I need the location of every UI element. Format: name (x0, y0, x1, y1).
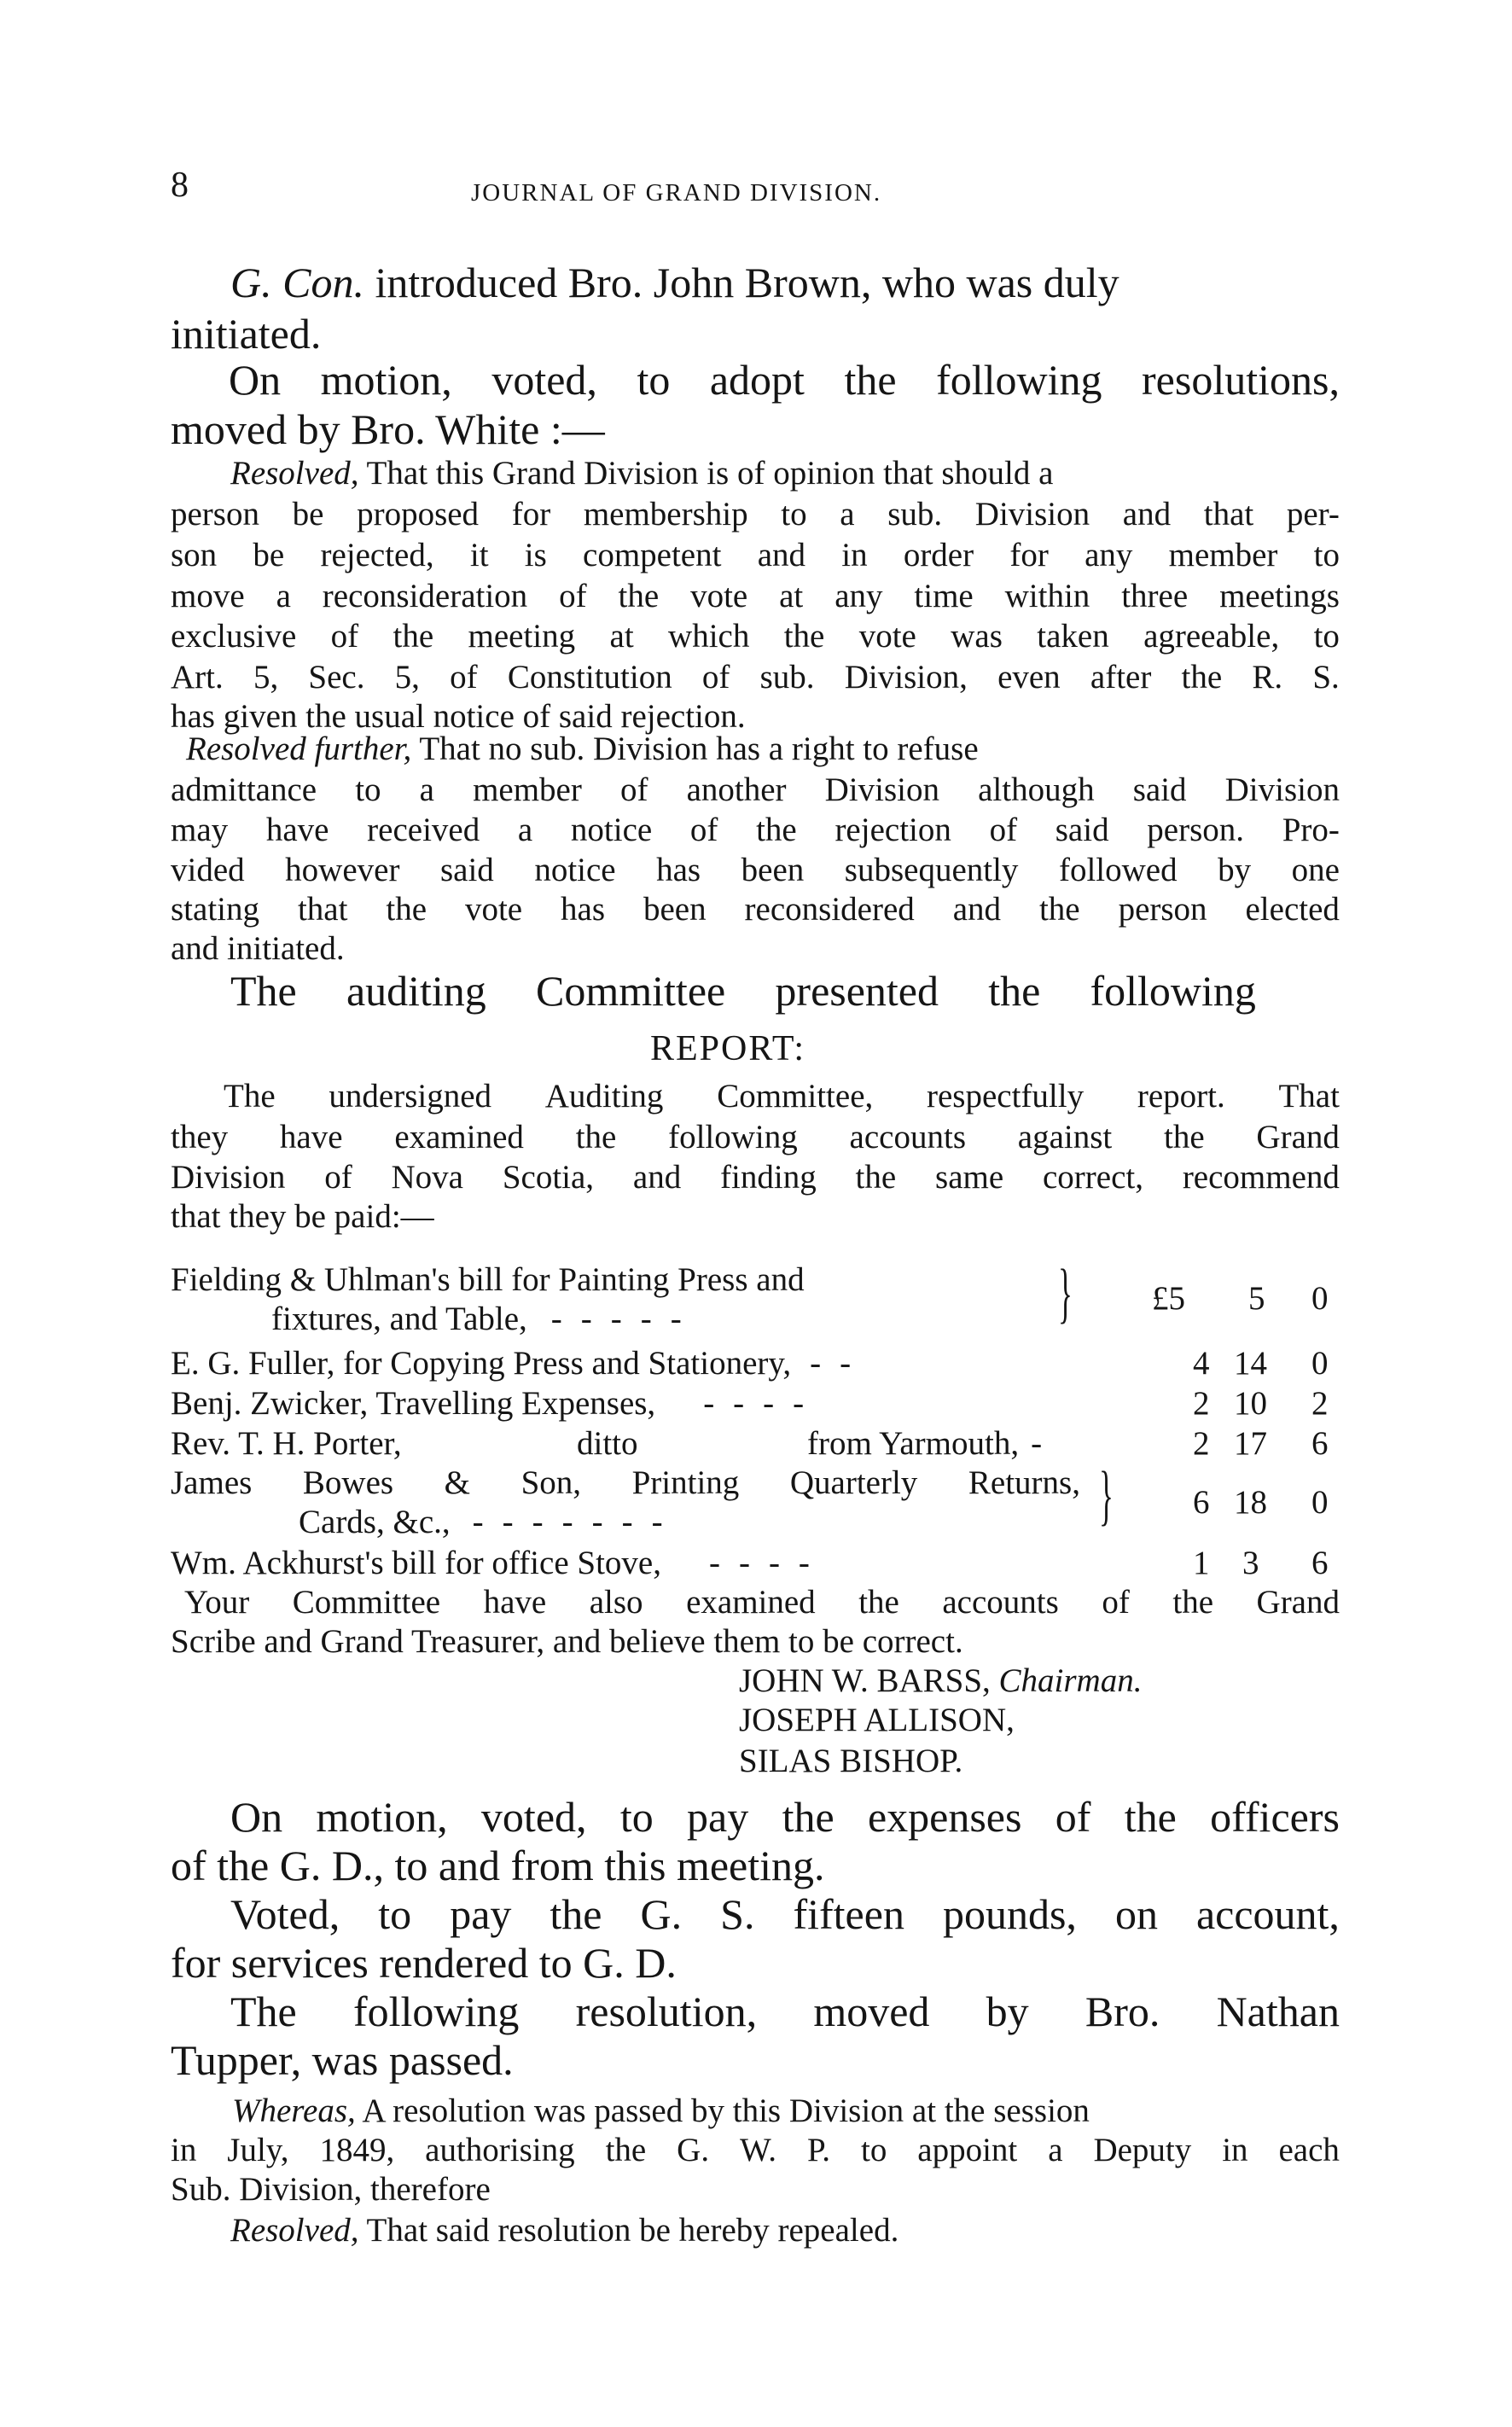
report-body-line: Division of Nova Scotia, and finding the same correct, recommend (171, 1159, 1340, 1196)
gcon-line-2: initiated. (171, 310, 322, 358)
amount-pence: 6 (1311, 1425, 1329, 1462)
gcon-line-1-text: introduced Bro. John Brown, who was duly (363, 259, 1119, 306)
resolution-2-line: vided however said notice has been subsequently followed by one (171, 852, 1340, 888)
signer-name: JOHN W. BARSS, (739, 1662, 991, 1699)
account-from: from Yarmouth, - (807, 1425, 1043, 1462)
signer-name: JOSEPH ALLISON, (739, 1702, 1015, 1738)
resolution-2-label: Resolved further, (186, 730, 412, 767)
account-description: E. G. Fuller, for Copying Press and Stationery, -- (171, 1345, 870, 1382)
resolved-label: Resolved, (230, 2212, 359, 2249)
page-number: 8 (171, 166, 189, 205)
whereas-line-1-text: A resolution was passed by this Division at the session (355, 2092, 1090, 2129)
amount-pence: 0 (1311, 1345, 1329, 1382)
amount-shillings: 3 (1242, 1545, 1259, 1581)
committee-line-2: Scribe and Grand Treasurer, and believe them to be correct. (171, 1623, 963, 1660)
account-ditto: ditto (577, 1425, 638, 1462)
amount-pence: 0 (1311, 1280, 1329, 1317)
report-heading: REPORT: (650, 1029, 806, 1068)
tupper-line-1: The following resolution, moved by Bro. Nathan (230, 1988, 1340, 2035)
signer-chairman (739, 1664, 1142, 1697)
amount-shillings: 5 (1248, 1280, 1265, 1317)
account-description: Rev. T. H. Porter, (171, 1425, 402, 1462)
committee-line-1: Your Committee have also examined the accounts of the Grand (184, 1584, 1340, 1621)
expenses-line-2: of the G. D., to and from this meeting. (171, 1842, 825, 1889)
resolution-1-line-1-text: That this Grand Division is of opinion that should a (358, 455, 1054, 492)
whereas-label: Whereas, (232, 2092, 356, 2129)
amount-shillings: 17 (1234, 1425, 1267, 1462)
resolution-1-line-1 (230, 457, 1340, 490)
resolution-2-line-1-text: That no sub. Division has a right to refuse (411, 730, 979, 767)
gcon-abbrev: G. Con. (230, 259, 364, 306)
account-description: Benj. Zwicker, Travelling Expenses, ---- (171, 1385, 823, 1422)
amount-pounds: 4 (1193, 1345, 1210, 1382)
signer-name: SILAS BISHOP. (739, 1743, 963, 1779)
amount-pounds: 6 (1193, 1484, 1210, 1521)
resolution-1-label: Resolved, (230, 455, 359, 492)
resolution-1-line: son be rejected, it is competent and in order for any member to (171, 537, 1340, 573)
signer-title: Chairman. (998, 1662, 1143, 1699)
tupper-line-2: Tupper, was passed. (171, 2036, 514, 2084)
gs-line-1: Voted, to pay the G. S. fifteen pounds, on account, (230, 1890, 1340, 1938)
account-description: James Bowes & Son, Printing Quarterly Returns, (171, 1464, 1080, 1501)
expenses-line-1: On motion, voted, to pay the expenses of the officers (230, 1793, 1340, 1841)
resolution-1-last-line: has given the usual notice of said rejection. (171, 698, 746, 735)
amount-pounds: £5 (1152, 1280, 1185, 1317)
resolved-text: That said resolution be hereby repealed. (358, 2212, 899, 2249)
account-description: Wm. Ackhurst's bill for office Stove, ---- (171, 1545, 829, 1581)
resolution-2-line: may have received a notice of the rejection of said person. Pro- (171, 812, 1340, 848)
report-body-line: they have examined the following accounts against the Grand (171, 1119, 1340, 1155)
amount-pounds: 2 (1193, 1425, 1210, 1462)
amount-pounds: 2 (1193, 1385, 1210, 1422)
resolution-1-line: exclusive of the meeting at which the vote was taken agreeable, to (171, 618, 1340, 655)
resolution-2-last-line: and initiated. (171, 930, 345, 967)
amount-shillings: 14 (1234, 1345, 1267, 1382)
resolution-2-line-1 (186, 732, 1340, 765)
resolution-2-line: admittance to a member of another Division although said Division (171, 771, 1340, 808)
resolution-1-line: move a reconsideration of the vote at any time within three meetings (171, 578, 1340, 614)
resolution-1-line: Art. 5, Sec. 5, of Constitution of sub. Division, even after the R. S. (171, 659, 1340, 696)
amount-pounds: 1 (1193, 1545, 1210, 1581)
motion-line-1: On motion, voted, to adopt the following resolutions, (229, 356, 1340, 404)
motion-line-2: moved by Bro. White :— (171, 405, 605, 453)
whereas-line-3: Sub. Division, therefore (171, 2171, 491, 2208)
account-description-continued: Cards, &c., ------- (299, 1504, 682, 1540)
gs-line-2: for services rendered to G. D. (171, 1939, 677, 1987)
resolved-line (230, 2214, 898, 2247)
whereas-line-1 (232, 2094, 1340, 2127)
gcon-line-1 (230, 261, 1119, 304)
resolution-2-line: stating that the vote has been reconsidered and the person elected (171, 891, 1340, 928)
amount-shillings: 10 (1234, 1385, 1267, 1422)
report-body-last-line: that they be paid:— (171, 1198, 434, 1235)
amount-pence: 2 (1311, 1385, 1329, 1422)
amount-pence: 6 (1311, 1545, 1329, 1581)
brace-icon: } (1099, 1458, 1114, 1532)
account-description: Fielding & Uhlman's bill for Painting Press and (171, 1261, 805, 1298)
auditing-intro: The auditing Committee presented the following (230, 967, 1256, 1015)
amount-shillings: 18 (1234, 1484, 1267, 1521)
running-title: JOURNAL OF GRAND DIVISION. (471, 179, 882, 207)
resolution-1-line: person be proposed for membership to a sub. Division and that per- (171, 496, 1340, 533)
whereas-line-2: in July, 1849, authorising the G. W. P. to appoint a Deputy in each (171, 2132, 1340, 2168)
report-body-line: The undersigned Auditing Committee, respectfully report. That (224, 1078, 1340, 1115)
brace-icon: } (1058, 1255, 1073, 1330)
account-description-continued: fixtures, and Table, ----- (271, 1301, 701, 1337)
amount-pence: 0 (1311, 1484, 1329, 1521)
